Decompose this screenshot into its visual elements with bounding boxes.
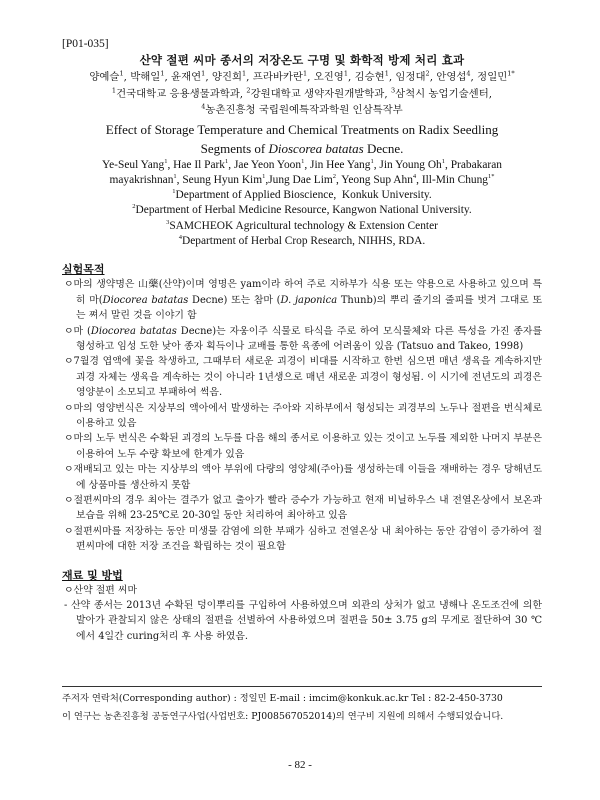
poster-code: [P01-035]	[62, 38, 109, 50]
korean-title: 산약 절편 씨마 종서의 저장온도 구명 및 화학적 방제 처리 효과	[139, 53, 465, 67]
korean-authors: 양예슬$^1$, 박해일$^1$, 윤재연$^1$, 양진희$^1$, 프라바카란$^1$, 오진영$^1$, 김승현$^1$, 임정대$^2$, 안영섭$^4$, 정일민$^{1*}$	[89, 69, 515, 83]
footnote-divider	[62, 686, 542, 687]
english-authors-line-2: mayakrishnan$^1$, Seung Hyun Kim$^1$,Jung Dae Lim$^2$, Yeong Sup Ahn$^4$, Ill-Min Chung$^{1*}$	[109, 173, 495, 186]
objective-item: ㅇ마 (Diocorea batatas Decne)는 자웅이주 식물로 타식을 주로 하여 모식물체와 다른 특성을 가진 종자를 형성하고 임성 도한 낮아 종자 획득이나 교배를 통한 육종에 어려움이 있음 (Tatsuo and Takeo, 1998)	[64, 325, 542, 352]
english-title-line-2: Segments of Dioscorea batatas Decne.	[200, 141, 404, 156]
funding-note: 이 연구는 농촌진흥청 공동연구사업(사업번호: PJ008567052014)의 연구비 지원에 의해서 수행되었습니다.	[62, 711, 504, 722]
korean-affiliation-1: $^1$건국대학교 응용생물과학과, $^2$강원대학교 생약자원개발학과, $^3$삼척시 농업기술센터,	[111, 86, 493, 100]
methods-heading: 재료 및 방법	[62, 568, 123, 582]
methods-item: ㅇ산약 절편 씨마	[64, 584, 138, 596]
korean-affiliation-2: $^4$농촌진흥청 국립원예특작과학원 인삼특작부	[201, 102, 403, 116]
objective-item: ㅇ재배되고 있는 마는 지상부의 액아 부위에 다량의 영양체(주아)를 생성하는데 이들을 재배하는 경우 당해년도에 상품마를 생산하지 못함	[64, 464, 542, 491]
objective-item: ㅇ절편씨마의 경우 최아는 결주가 없고 출아가 빨라 증수가 가능하고 현재 비닐하우스 내 전열온상에서 보온과 보습을 위해 23-25℃로 20-30일 동안 처리하여 최아하고 있음	[64, 494, 542, 522]
english-title-line-1: Effect of Storage Temperature and Chemical Treatments on Radix Seedling	[105, 121, 499, 137]
english-affiliation-4: $^4$Department of Herbal Crop Research, NIHHS, RDA.	[178, 234, 426, 247]
objective-item: ㅇ마의 생약명은 山藥(산약)이며 영명은 yam이라 하여 주로 지하부가 식용 또는 약용으로 사용하고 있으며 특히 마(Diocorea batatas Decne) 또는 참마 (D. japonica Thunb)의 뿌리 줄기의 줄피를 벗겨 그대로 또는 쪄서 말린 것을 이야기 함	[64, 279, 543, 322]
objective-list	[62, 277, 542, 554]
corresponding-author: 주저자 연락처(Corresponding author) : 정일민 E-mail : imcim@konkuk.ac.kr Tel : 82-2-450-3730	[62, 693, 503, 704]
objective-item: ㅇ마의 노두 번식은 수확된 괴경의 노두를 다음 해의 종서로 이용하고 있는 것이고 노두를 제외한 나머지 부분은 이용하여 노두 수량 확보에 한계가 있음	[64, 433, 542, 460]
methods-paragraph: - 산약 종서는 2013년 수확된 덩이뿌리를 구입하여 사용하였으며 외관의 상처가 없고 냉해나 온도조건에 의한 발아가 관찰되지 않은 상태의 절편을 선별하여 사용하였으며 절편을 50± 3.75 g의 무게로 절단하여 30 ℃에서 4일간 curing처리 후 사용 하였음.	[64, 600, 542, 642]
english-affiliation-2: $^2$Department of Herbal Medicine Resource, Kangwon National University.	[132, 203, 472, 217]
objective-item: ㅇ7월경 엽액에 꽃을 착생하고, 그때부터 새로운 괴경이 비대를 시작하고 한번 심으면 매년 생육을 계속하지만 괴경 자체는 생육을 계속하는 것이 아니라 1년생으로 매년 새로운 괴경이 형성됨. 이 시기에 전년도의 괴경은 영양분이 소모되고 부패하여 썩음.	[64, 356, 542, 399]
english-affiliation-3: $^3$SAMCHEOK Agricultural technology & Extension Center	[166, 218, 438, 232]
objective-item: ㅇ마의 영양번식은 지상부의 액아에서 발생하는 주아와 지하부에서 형성되는 괴경부의 노두나 절편을 번식체로 이용하고 있음	[64, 402, 542, 429]
abstract-page	[62, 38, 542, 644]
english-affiliation-1: $^1$Department of Applied Bioscience, Konkuk University.	[172, 188, 432, 202]
english-authors-line-1: Ye-Seul Yang$^1$, Hae Il Park$^1$, Jae Yeon Yoon$^1$, Jin Hee Yang$^1$, Jin Young Oh$^1$, Prabakaran	[102, 157, 502, 171]
objective-heading: 실험목적	[62, 263, 105, 277]
objective-item: ㅇ절편씨마를 저장하는 동안 미생물 감염에 의한 부패가 심하고 전열온상 내 최아하는 동안 감염이 증가하여 절편씨마에 대한 저장 조건을 확립하는 것이 필요함	[64, 525, 542, 553]
page-number: - 82 -	[288, 759, 312, 771]
